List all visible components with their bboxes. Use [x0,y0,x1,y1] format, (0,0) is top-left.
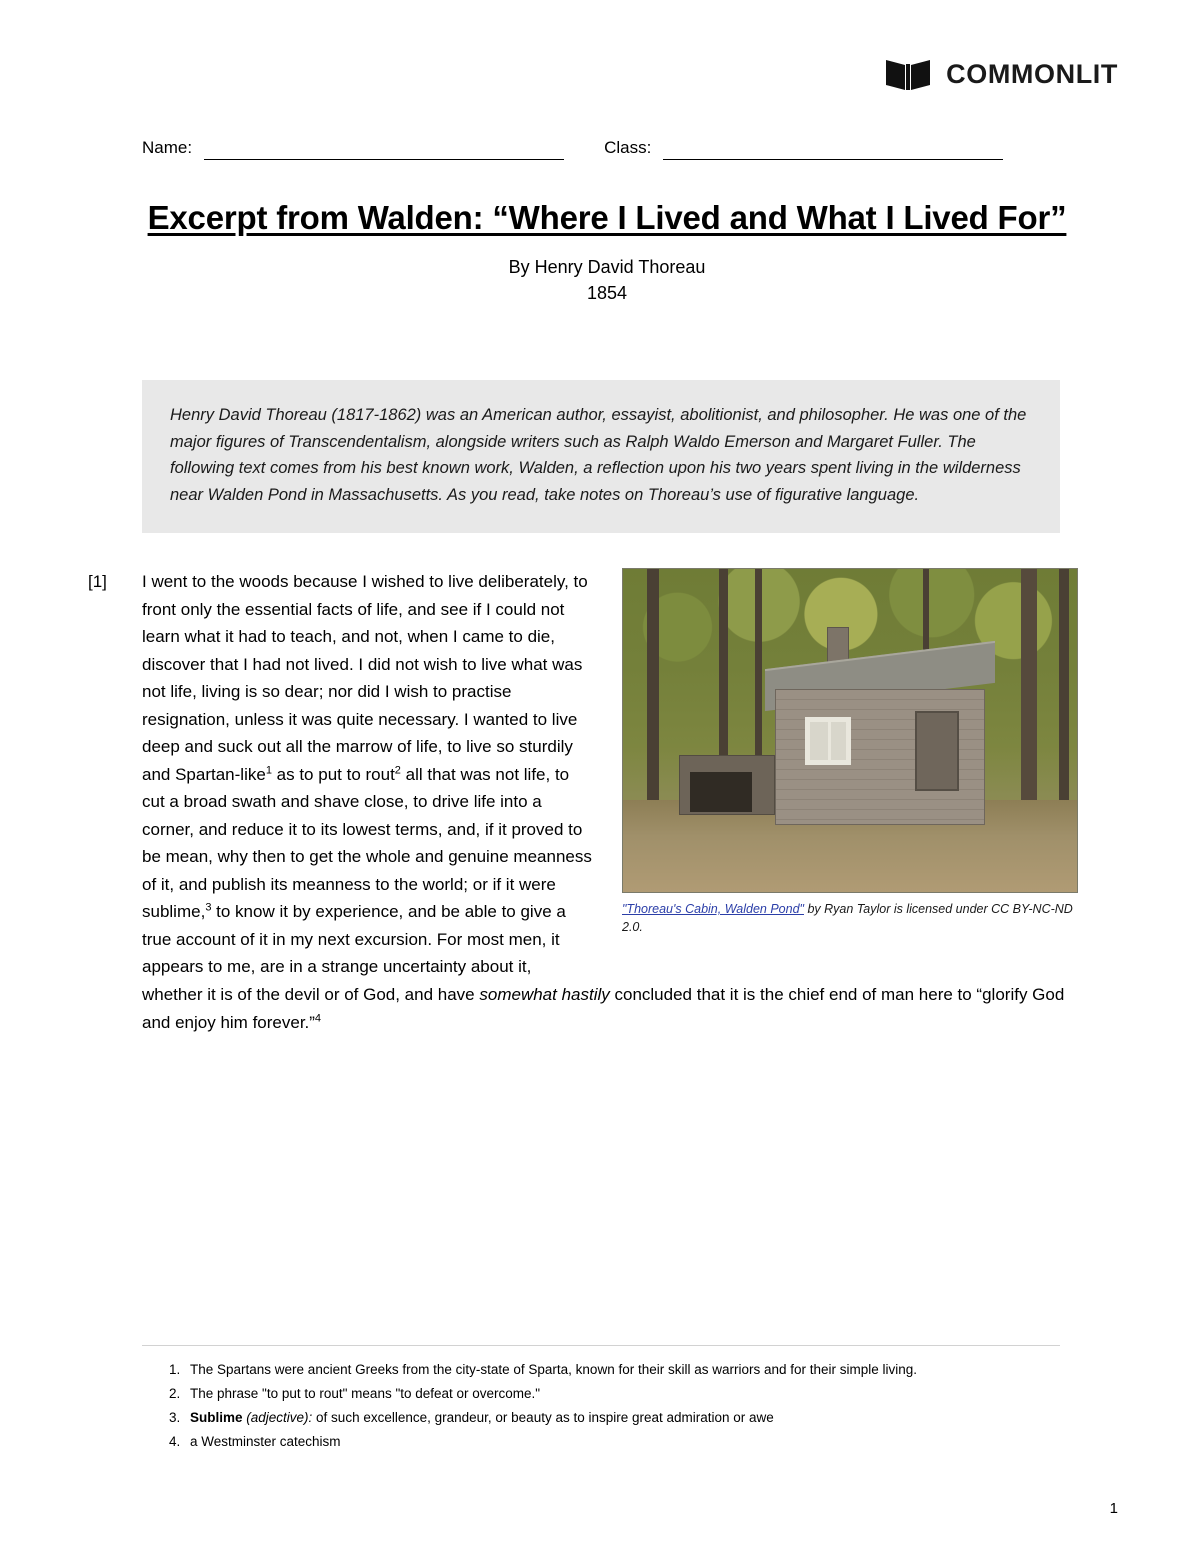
body-text-part-2: as to put to rout [271,764,395,784]
footnote-item [184,1408,1060,1429]
name-input-line[interactable] [204,140,564,160]
body-text-part-5: concluded that it is the chief end of man here to “glorify God and enjoy him forever.” [142,984,1065,1032]
footnote-item [184,1360,1060,1381]
footnote-ref-3[interactable]: 3 [205,901,212,914]
figure-caption-link[interactable]: "Thoreau's Cabin, Walden Pond" [622,902,804,916]
footnotes-divider [142,1345,1060,1346]
paragraph-number: [1] [88,572,107,591]
footnotes-section [142,1345,1060,1456]
page-number: 1 [1109,1500,1118,1517]
footnote-text: The Spartans were ancient Greeks from the city-state of Sparta, known for their skill as warriors and for their simple living. [190,1362,918,1377]
cabin-photo [622,568,1078,893]
class-label: Class: [604,138,652,157]
body-text-part-1: I went to the woods because I wished to live deliberately, to front only the essential facts of life, and see if I could not learn what it had to teach, and not, when I came to die, discover that I had not lived. I did not wish to live what was not life, living is so dear; nor did I wish to practise resignation, unless it was quite necessary. I wanted to live deep and suck out all the marrow of life, to live so sturdily and Spartan-like [142,572,588,784]
open-book-icon [884,56,932,92]
footnote-text: The phrase "to put to rout" means "to defeat or overcome." [190,1385,541,1401]
footnote-ref-1[interactable]: 1 [265,764,272,777]
page-title: Excerpt from Walden: “Where I Lived and What I Lived For” [147,199,1067,236]
title-block [142,196,1072,306]
figure [622,568,1078,949]
brand-name: COMMONLIT [946,58,1118,89]
introduction-box [142,380,1060,533]
footnote-item [184,1384,1060,1405]
publication-year: 1854 [586,282,628,303]
byline: By Henry David Thoreau [508,256,706,277]
body-text-part-3: all that was not life, to cut a broad swath and shave close, to drive life into a corner, and reduce it to its lowest terms, and, if it proved to be mean, why then to get the whole and genuine meanness of it, and publish its meanness to the world; or if it were sublime, [142,764,592,922]
footnotes-list [142,1360,1060,1453]
figure-caption-credit: by Ryan Taylor is licensed under CC BY-NC-ND 2.0. [622,902,1073,935]
footnote-item [184,1432,1060,1453]
footnote-ref-4[interactable]: 4 [314,1011,322,1024]
article-body [88,568,1078,1036]
footnote-term: Sublime [190,1409,243,1425]
introduction-text: Henry David Thoreau (1817-1862) was an American author, essayist, abolitionist, and philosopher. He was one of the major figures of Transcendentalism, alongside writers such as Ralph Waldo Emerson and Margaret Fuller. The following text comes from his best known work, Walden, a reflection upon his two years spent living in the wilderness near Walden Pond in Massachusetts. As you read, take notes on Thoreau’s use of figurative language. [170,406,1027,505]
body-text-part-4: to know it by experience, and be able to give a true account of it in my next excursion. For most men, it appears to me, are in a strange uncertainty about it, whether it is of the devil or of God, and have [142,902,566,1004]
name-label: Name: [142,138,193,157]
footnote-part-of-speech: (adjective): [242,1409,313,1425]
footnote-text: of such excellence, grandeur, or beauty as to inspire great admiration or awe [312,1409,774,1425]
commonlit-logo [884,56,1118,92]
footnote-ref-2[interactable]: 2 [394,764,401,777]
class-input-line[interactable] [663,140,1003,160]
figure-caption [622,900,1078,936]
name-class-row [142,138,1042,160]
footnote-text: a Westminster catechism [190,1433,341,1449]
body-italic-phrase: somewhat hastily [479,984,610,1004]
